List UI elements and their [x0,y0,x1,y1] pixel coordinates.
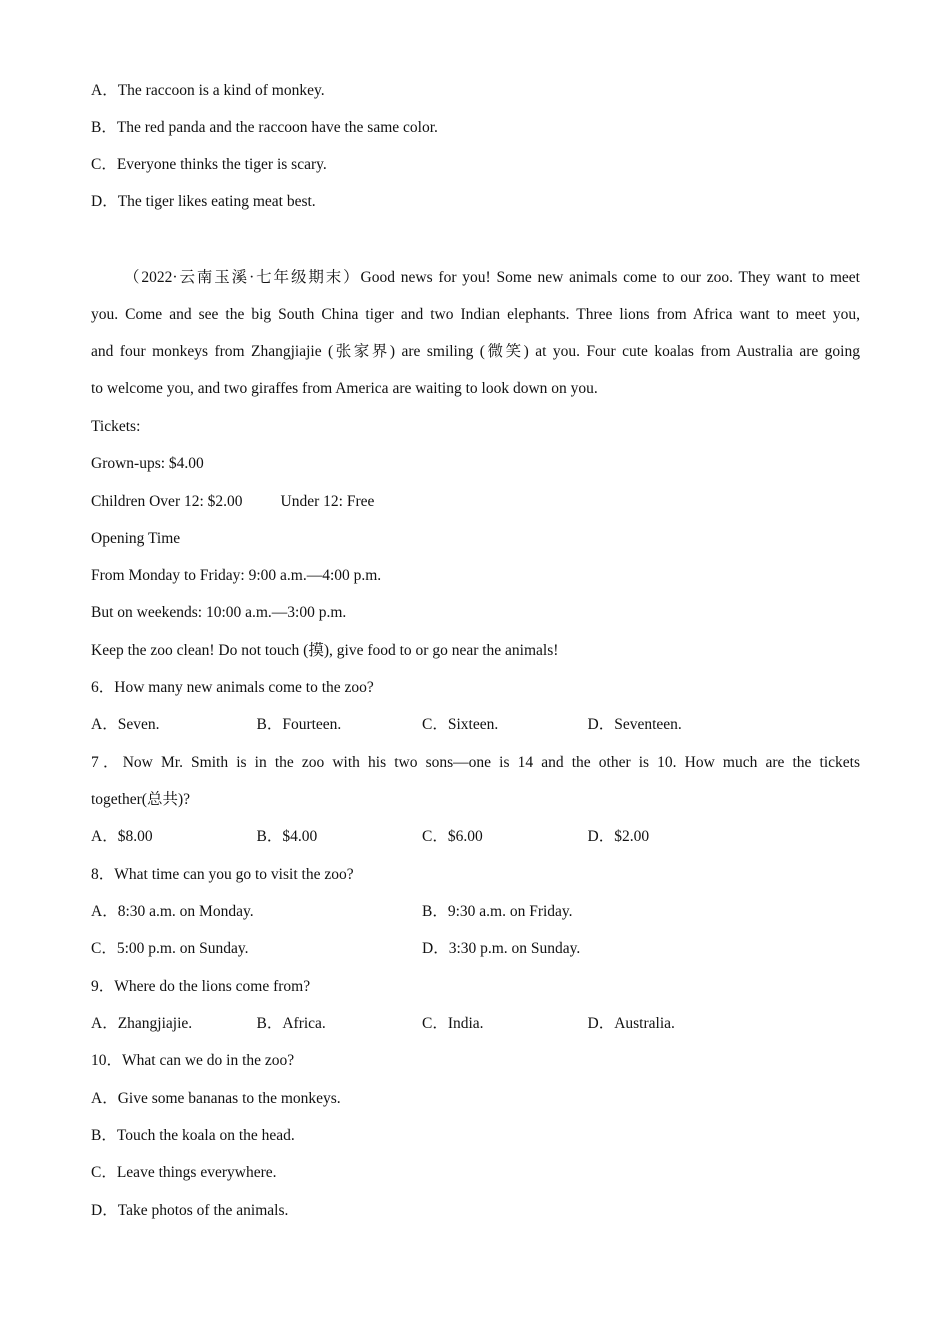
tickets-heading: Tickets: [91,418,141,435]
q6-option-a: A．Seven. [91,716,160,733]
q10-option-a: A．Give some bananas to the monkeys. [91,1090,341,1107]
q9-option-d: D．Australia. [587,1015,675,1032]
question-8-options-row-2 [91,936,860,962]
q9-option-a: A．Zhangjiajie. [91,1015,193,1032]
question-7-stem-line-1: 7．Now Mr. Smith is in the zoo with his two sons—one is 14 and the other is 10. How much are the tickets [91,754,860,771]
prev-option-a: A．The raccoon is a kind of monkey. [91,82,325,99]
q6-option-d: D．Seventeen. [587,716,682,733]
opening-time-heading: Opening Time [91,530,181,547]
passage-line-2: you. Come and see the big South China tiger and two Indian elephants. Three lions from Africa want to meet you, [91,306,860,323]
q8-option-d: D．3:30 p.m. on Sunday. [422,940,581,957]
q10-option-d: D．Take photos of the animals. [91,1202,289,1219]
q8-option-b: B．9:30 a.m. on Friday. [422,903,573,920]
passage-line-1: （2022·云南玉溪·七年级期末）Good news for you! Some new animals come to our zoo. They want to meet [124,269,860,286]
ticket-children [91,489,860,515]
ticket-under: Under 12: Free [280,493,375,510]
question-9-stem: 9．Where do the lions come from? [91,978,311,995]
prev-option-b: B．The red panda and the raccoon have the same color. [91,119,438,136]
q7-option-a: A．$8.00 [91,828,153,845]
q8-option-a: A．8:30 a.m. on Monday. [91,903,254,920]
q7-option-c: C．$6.00 [422,828,483,845]
ticket-children-over: Children Over 12: $2.00 [91,493,243,510]
question-8-options-row-1 [91,899,860,925]
opening-weekdays: From Monday to Friday: 9:00 a.m.—4:00 p.m. [91,567,382,584]
q7-option-b: B．$4.00 [256,828,318,845]
q6-option-b: B．Fourteen. [256,716,342,733]
question-8-stem: 8．What time can you go to visit the zoo? [91,866,354,883]
q9-option-c: C．India. [422,1015,484,1032]
question-7-stem-line-2: together(总共)? [91,791,190,808]
zoo-rules: Keep the zoo clean! Do not touch (摸), give food to or go near the animals! [91,642,559,659]
q9-option-b: B．Africa. [256,1015,326,1032]
question-6-options [91,712,860,738]
q6-option-c: C．Sixteen. [422,716,499,733]
prev-option-d: D．The tiger likes eating meat best. [91,193,316,210]
prev-option-c: C．Everyone thinks the tiger is scary. [91,156,327,173]
question-6-stem: 6．How many new animals come to the zoo? [91,679,374,696]
opening-weekends: But on weekends: 10:00 a.m.—3:00 p.m. [91,604,347,621]
q8-option-c: C．5:00 p.m. on Sunday. [91,940,249,957]
ticket-grownups: Grown-ups: $4.00 [91,455,204,472]
question-7-options [91,824,860,850]
passage-line-3: and four monkeys from Zhangjiajie (张家界) are smiling (微笑) at you. Four cute koalas from Australia are going [91,343,860,360]
q10-option-b: B．Touch the koala on the head. [91,1127,295,1144]
question-10-stem: 10．What can we do in the zoo? [91,1052,295,1069]
q10-option-c: C．Leave things everywhere. [91,1164,277,1181]
q7-option-d: D．$2.00 [587,828,650,845]
passage-line-4: to welcome you, and two giraffes from America are waiting to look down on you. [91,380,598,397]
question-9-options [91,1011,860,1037]
